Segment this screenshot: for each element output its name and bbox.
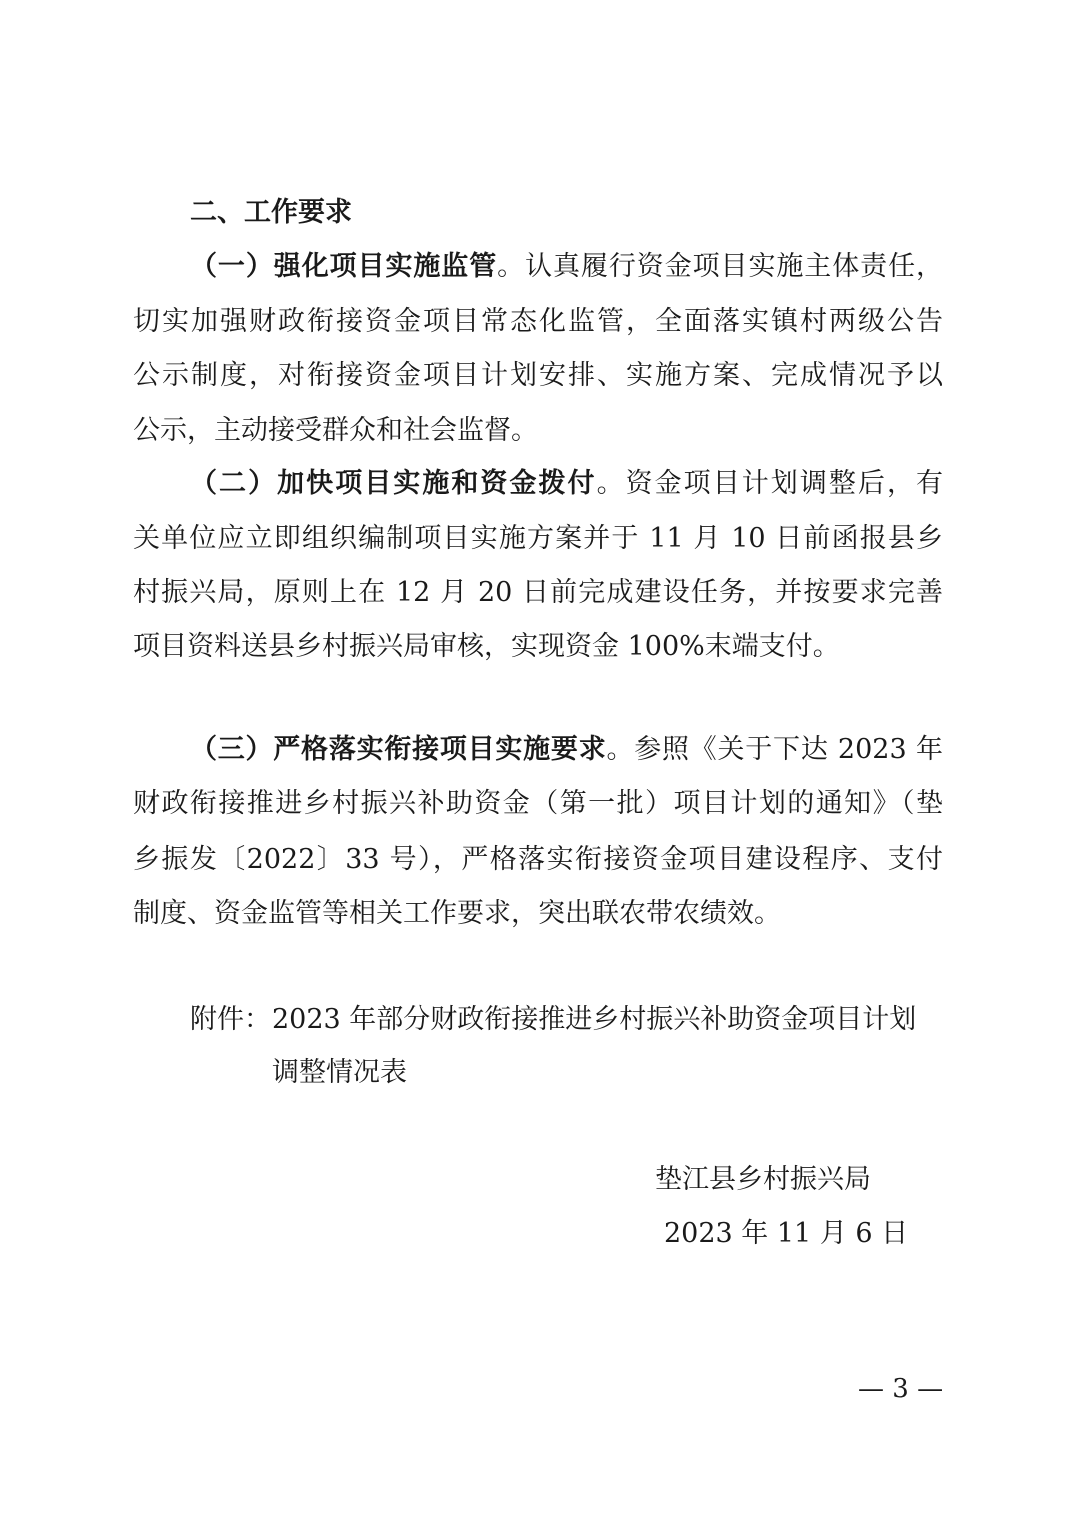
item-3-line-2: 财政衔接推进乡村振兴补助资金（第一批）项目计划的通知》（垫 [133,788,943,819]
item-3-line-4: 制度、资金监管等相关工作要求，突出联农带农绩效。 [133,898,781,929]
item-3-line-1 [190,733,943,767]
item-2-text-1: 。资金项目计划调整后，有 [596,468,943,499]
item-2-lead: （二）加快项目实施和资金拨付 [190,468,597,499]
item-1-text-1: 。认真履行资金项目实施主体责任， [497,251,943,282]
item-1-lead: （一）强化项目实施监管 [190,251,498,282]
item-2-line-3: 村振兴局，原则上在 12 月 20 日前完成建设任务，并按要求完善 [133,577,943,608]
item-3-text-1: 。参照《关于下达 2023 年 [606,734,943,765]
item-1-line-4: 公示，主动接受群众和社会监督。 [133,415,538,446]
attachment-label: 附件： [190,1004,271,1035]
item-1-line-2: 切实加强财政衔接资金项目常态化监管，全面落实镇村两级公告 [133,306,943,337]
attachment-title-line-1: 2023 年部分财政衔接推进乡村振兴补助资金项目计划 [272,1004,917,1035]
item-3-line-3: 乡振发〔2022〕33 号），严格落实衔接资金项目建设程序、支付 [133,844,943,875]
section-title: 二、工作要求 [190,197,352,228]
item-3-lead: （三）严格落实衔接项目实施要求 [190,734,607,765]
attachment-title-line-2: 调整情况表 [272,1057,407,1088]
item-2-line-4: 项目资料送县乡村振兴局审核，实现资金 100%末端支付。 [133,631,840,662]
page-number: — 3 — [858,1374,944,1404]
item-1-line-1 [190,250,943,284]
item-2-line-1 [190,467,943,501]
signature-org: 垫江县乡村振兴局 [655,1164,871,1195]
item-2-line-2: 关单位应立即组织编制项目实施方案并于 11 月 10 日前函报县乡 [133,523,943,554]
signature-date: 2023 年 11 月 6 日 [664,1218,909,1249]
item-1-line-3: 公示制度，对衔接资金项目计划安排、实施方案、完成情况予以 [133,360,943,391]
